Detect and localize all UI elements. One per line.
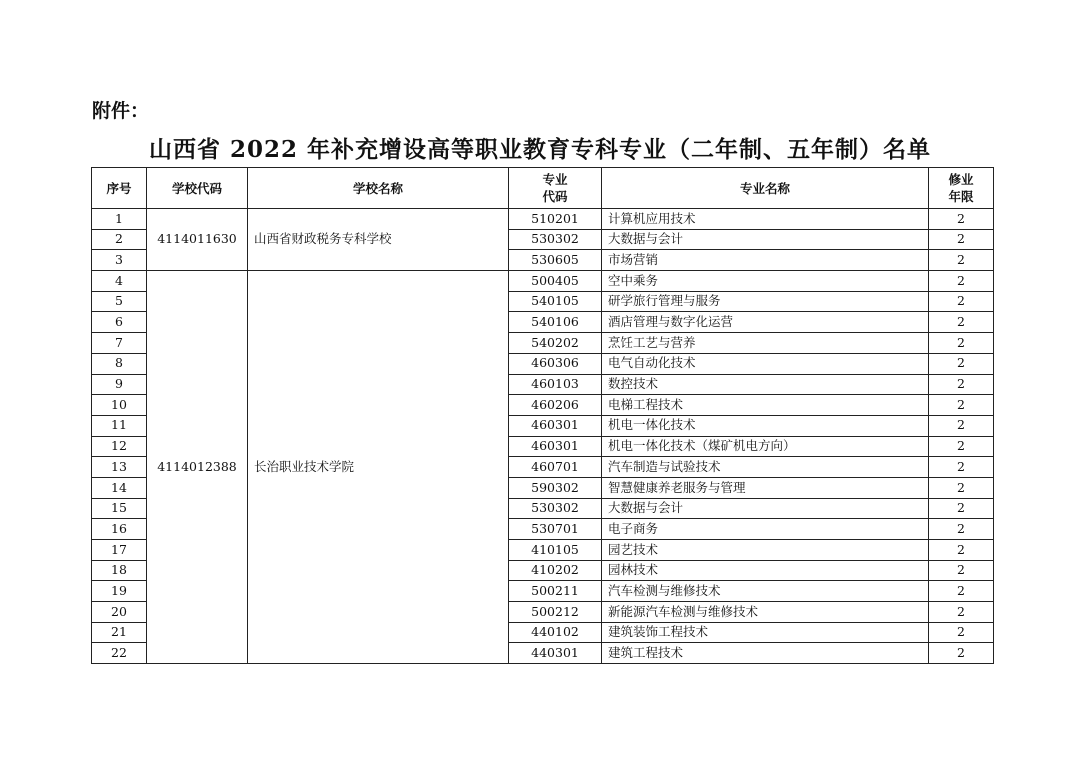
cell-seq: 17 [92, 540, 147, 561]
cell-major-name: 汽车制造与试验技术 [602, 457, 929, 478]
cell-seq: 18 [92, 560, 147, 581]
cell-major-name: 智慧健康养老服务与管理 [602, 477, 929, 498]
cell-school-code: 4114011630 [147, 209, 248, 271]
table-body [92, 209, 994, 664]
table-row [92, 209, 994, 230]
attachment-label: 附件： [92, 100, 150, 122]
cell-major-code: 460306 [509, 353, 602, 374]
header-major-code-line1: 专业 [542, 172, 568, 187]
cell-major-code: 440102 [509, 622, 602, 643]
cell-major-name: 大数据与会计 [602, 498, 929, 519]
cell-school-name: 山西省财政税务专科学校 [248, 209, 509, 271]
cell-years: 2 [929, 415, 994, 436]
cell-seq: 13 [92, 457, 147, 478]
cell-seq: 2 [92, 229, 147, 250]
cell-seq: 16 [92, 519, 147, 540]
cell-major-name: 计算机应用技术 [602, 209, 929, 230]
cell-major-name: 园艺技术 [602, 540, 929, 561]
cell-major-name: 研学旅行管理与服务 [602, 291, 929, 312]
cell-major-code: 460301 [509, 436, 602, 457]
cell-major-name: 新能源汽车检测与维修技术 [602, 602, 929, 623]
cell-seq: 8 [92, 353, 147, 374]
cell-major-name: 园林技术 [602, 560, 929, 581]
cell-major-code: 540202 [509, 333, 602, 354]
cell-years: 2 [929, 581, 994, 602]
cell-years: 2 [929, 643, 994, 664]
header-major-name: 专业名称 [602, 168, 929, 209]
document-title: 山西省 2022 年补充增设高等职业教育专科专业（二年制、五年制）名单 [148, 136, 932, 163]
cell-major-name: 建筑工程技术 [602, 643, 929, 664]
cell-seq: 19 [92, 581, 147, 602]
cell-seq: 9 [92, 374, 147, 395]
header-major-code-line2: 代码 [542, 189, 568, 204]
cell-major-code: 460701 [509, 457, 602, 478]
cell-years: 2 [929, 540, 994, 561]
cell-major-name: 空中乘务 [602, 271, 929, 292]
header-years-line2: 年限 [948, 189, 974, 204]
cell-major-name: 电气自动化技术 [602, 353, 929, 374]
cell-major-name: 机电一体化技术（煤矿机电方向） [602, 436, 929, 457]
header-seq: 序号 [92, 168, 147, 209]
cell-years: 2 [929, 250, 994, 271]
cell-major-code: 530701 [509, 519, 602, 540]
majors-table [91, 167, 994, 664]
header-years [929, 168, 994, 209]
cell-seq: 20 [92, 602, 147, 623]
cell-major-name: 数控技术 [602, 374, 929, 395]
cell-major-name: 市场营销 [602, 250, 929, 271]
cell-years: 2 [929, 622, 994, 643]
cell-seq: 21 [92, 622, 147, 643]
cell-seq: 6 [92, 312, 147, 333]
cell-years: 2 [929, 457, 994, 478]
table-header-row [92, 168, 994, 209]
cell-major-code: 540105 [509, 291, 602, 312]
cell-seq: 12 [92, 436, 147, 457]
cell-seq: 15 [92, 498, 147, 519]
cell-years: 2 [929, 560, 994, 581]
cell-major-name: 大数据与会计 [602, 229, 929, 250]
cell-years: 2 [929, 353, 994, 374]
cell-years: 2 [929, 395, 994, 416]
cell-major-code: 410202 [509, 560, 602, 581]
cell-major-code: 410105 [509, 540, 602, 561]
cell-seq: 5 [92, 291, 147, 312]
cell-major-code: 500212 [509, 602, 602, 623]
cell-years: 2 [929, 602, 994, 623]
cell-years: 2 [929, 477, 994, 498]
cell-years: 2 [929, 519, 994, 540]
cell-seq: 11 [92, 415, 147, 436]
cell-years: 2 [929, 291, 994, 312]
cell-major-name: 酒店管理与数字化运营 [602, 312, 929, 333]
cell-years: 2 [929, 498, 994, 519]
header-school-code: 学校代码 [147, 168, 248, 209]
table-row [92, 271, 994, 292]
cell-major-code: 590302 [509, 477, 602, 498]
cell-seq: 4 [92, 271, 147, 292]
cell-major-name: 电梯工程技术 [602, 395, 929, 416]
cell-school-name: 长治职业技术学院 [248, 271, 509, 664]
cell-major-name: 烹饪工艺与营养 [602, 333, 929, 354]
cell-years: 2 [929, 271, 994, 292]
header-school-name: 学校名称 [248, 168, 509, 209]
cell-major-code: 540106 [509, 312, 602, 333]
cell-seq: 3 [92, 250, 147, 271]
cell-major-code: 530302 [509, 498, 602, 519]
header-years-line1: 修业 [948, 172, 974, 187]
cell-years: 2 [929, 436, 994, 457]
cell-major-name: 建筑装饰工程技术 [602, 622, 929, 643]
cell-major-code: 530605 [509, 250, 602, 271]
cell-seq: 7 [92, 333, 147, 354]
cell-major-code: 460301 [509, 415, 602, 436]
cell-major-code: 530302 [509, 229, 602, 250]
cell-major-code: 500405 [509, 271, 602, 292]
cell-years: 2 [929, 374, 994, 395]
cell-seq: 22 [92, 643, 147, 664]
cell-seq: 14 [92, 477, 147, 498]
cell-years: 2 [929, 229, 994, 250]
cell-school-code: 4114012388 [147, 271, 248, 664]
cell-major-code: 500211 [509, 581, 602, 602]
cell-seq: 1 [92, 209, 147, 230]
cell-major-code: 460206 [509, 395, 602, 416]
cell-major-name: 机电一体化技术 [602, 415, 929, 436]
cell-major-code: 510201 [509, 209, 602, 230]
cell-major-name: 汽车检测与维修技术 [602, 581, 929, 602]
cell-major-name: 电子商务 [602, 519, 929, 540]
cell-major-code: 440301 [509, 643, 602, 664]
cell-years: 2 [929, 312, 994, 333]
cell-years: 2 [929, 333, 994, 354]
cell-years: 2 [929, 209, 994, 230]
cell-seq: 10 [92, 395, 147, 416]
cell-major-code: 460103 [509, 374, 602, 395]
header-major-code [509, 168, 602, 209]
